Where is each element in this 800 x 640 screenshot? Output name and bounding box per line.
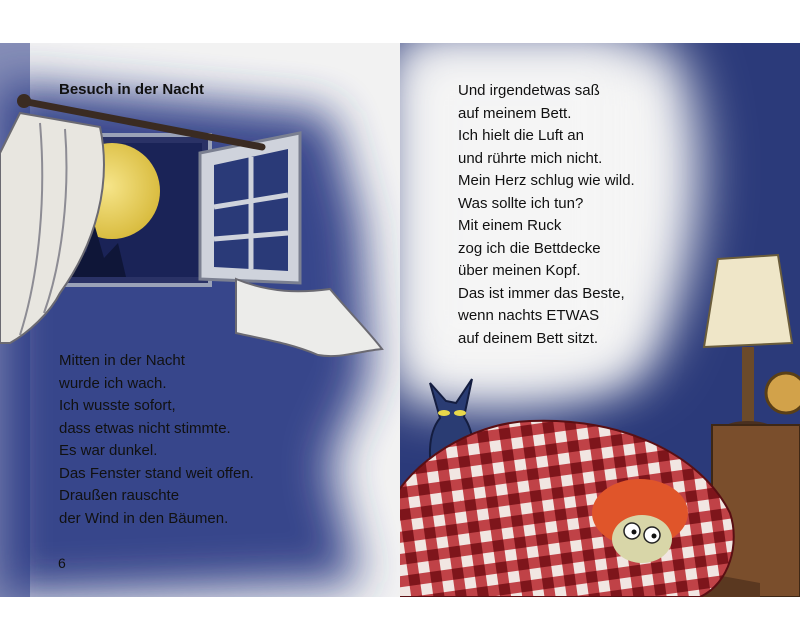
text-line: auf meinem Bett. xyxy=(458,104,572,122)
text-line: Es war dunkel. xyxy=(59,442,158,459)
book-spread xyxy=(0,43,800,597)
text-line: dass etwas nicht stimmte. xyxy=(59,419,231,437)
text-line: Das Fenster stand weit offen. xyxy=(59,464,254,482)
text-line: Draußen rauschte xyxy=(59,487,180,504)
text-line: zog ich die Bettdecke xyxy=(458,239,601,257)
chapter-heading: Besuch in der Nacht xyxy=(59,81,205,98)
child-face xyxy=(612,515,672,563)
page-number: 6 xyxy=(58,555,66,571)
right-page xyxy=(400,43,800,597)
text-line: wurde ich wach. xyxy=(59,374,167,392)
text-line: der Wind in den Bäumen. xyxy=(59,509,229,527)
text-line: wenn nachts ETWAS xyxy=(458,307,600,324)
alarm-clock xyxy=(766,373,800,413)
text-line: Das ist immer das Beste, xyxy=(458,284,625,302)
text-line: Was sollte ich tun? xyxy=(458,194,584,212)
text-line: Ich wusste sofort, xyxy=(59,397,176,414)
lamp-stand xyxy=(742,347,754,423)
lamp-shade xyxy=(704,255,792,347)
text-line: Ich hielt die Luft an xyxy=(458,127,584,144)
text-line: Und irgendetwas saß xyxy=(458,82,600,99)
text-line: Mitten in der Nacht xyxy=(59,352,185,369)
text-line: Mein Herz schlug wie wild. xyxy=(458,172,635,189)
text-line: Mit einem Ruck xyxy=(458,217,562,234)
text-line: über meinen Kopf. xyxy=(458,262,581,279)
text-line: auf deinem Bett sitzt. xyxy=(458,329,599,347)
left-page xyxy=(0,43,400,597)
left-text-block xyxy=(59,350,254,530)
right-text-block xyxy=(458,80,635,350)
text-line: und rührte mich nicht. xyxy=(458,149,603,167)
